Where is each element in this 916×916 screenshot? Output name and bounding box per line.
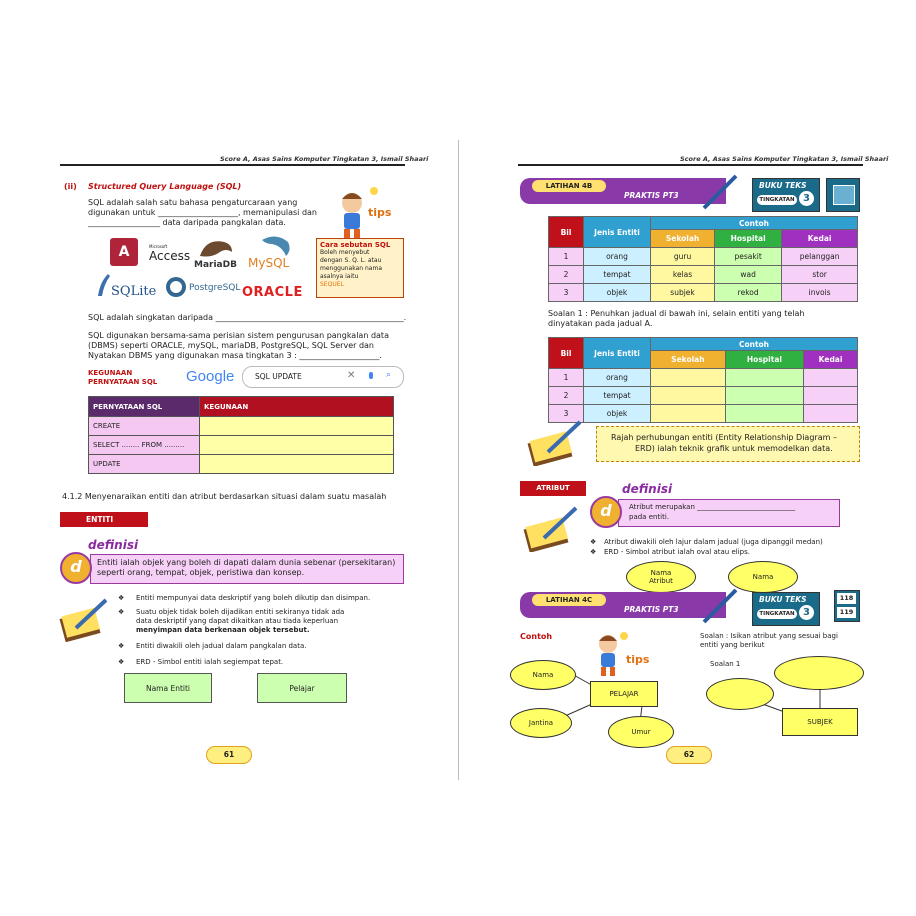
attribute-oval: Umur [608, 716, 674, 748]
microphone-icon[interactable] [369, 372, 373, 379]
table-row [549, 266, 858, 284]
table-cell: UPDATE [89, 455, 200, 474]
table-header: Bil [549, 338, 584, 369]
table-cell: tempat [584, 266, 651, 284]
page-ref-119: 119 [837, 607, 856, 618]
soalan-line-2: entiti yang berikut [700, 641, 765, 649]
kegunaan-label-2: PERNYATAAN SQL [88, 378, 158, 386]
google-search-bar[interactable] [242, 366, 404, 388]
praktis-pt3-label: PRAKTIS PT3 [624, 605, 679, 614]
answer-cell[interactable] [651, 405, 726, 423]
table-cell: invois [782, 284, 858, 302]
contoh-label: Contoh [520, 632, 553, 641]
table-row [549, 387, 858, 405]
oval-text: Atribut [649, 577, 673, 585]
table-cell: SELECT ........ FROM ......... [89, 436, 200, 455]
callout-line-4: asalnya iaitu [320, 273, 359, 280]
table-cell: subjek [651, 284, 715, 302]
latihan-4b-label: LATIHAN 4B [532, 180, 606, 192]
definition-box [90, 554, 404, 584]
erd-line-2: ERD) ialah teknik grafik untuk memodelkan data. [635, 444, 833, 453]
pen-icon [700, 586, 740, 626]
bullet-icon: ❖ [590, 538, 597, 546]
attribute-oval: Nama [510, 660, 576, 690]
answer-cell[interactable] [804, 405, 858, 423]
answer-cell[interactable] [200, 417, 394, 436]
callout-title: Cara sebutan SQL [320, 241, 391, 249]
header-rule [60, 164, 405, 166]
buku-teks-badge [752, 178, 820, 212]
atribut-banner: ATRIBUT [520, 481, 586, 496]
callout-line-5: SEQUEL [320, 281, 344, 288]
table-row [89, 436, 394, 455]
bullet-item: Entiti diwakili oleh jadual dalam pangkalan data. [136, 642, 307, 650]
attribute-oval [626, 561, 696, 593]
topic-line: 4.1.2 Menyenaraikan entiti dan atribut berdasarkan situasi dalam suatu masalah [62, 492, 387, 501]
table-cell: objek [584, 405, 651, 423]
dbms-line-2: (DBMS) seperti ORACLE, mySQL, mariaDB, PostgreSQL, SQL Server dan [88, 341, 375, 350]
definisi-d-icon: d [60, 552, 92, 584]
praktis-pt3-label: PRAKTIS PT3 [624, 191, 679, 200]
tingkatan-number: 3 [799, 191, 814, 206]
attribute-def-line-1: Atribut merupakan ____________________________ [629, 503, 796, 511]
attribute-oval-blank[interactable] [706, 678, 774, 710]
table-cell: objek [584, 284, 651, 302]
table-cell: 2 [549, 266, 584, 284]
table-header: Hospital [725, 351, 803, 369]
search-icon[interactable]: ⌕ [386, 370, 392, 380]
table-cell: pelanggan [782, 248, 858, 266]
attribute-def-line-2: pada entiti. [629, 513, 670, 521]
table-header: KEGUNAAN [200, 397, 394, 417]
latihan-4b-banner [520, 178, 726, 204]
attribute-oval-blank[interactable] [774, 656, 864, 690]
page-divider [458, 140, 459, 780]
access-logo-icon: A [110, 238, 138, 266]
kegunaan-label-1: KEGUNAAN [88, 369, 133, 377]
buku-teks-badge [752, 592, 820, 626]
buku-teks-label: BUKU TEKS [759, 181, 807, 190]
postgres-elephant-icon [164, 276, 188, 300]
latihan-4c-banner [520, 592, 726, 618]
table-header: Jenis Entiti [584, 338, 651, 369]
answer-cell[interactable] [804, 369, 858, 387]
intro-line-2: digunakan untuk ____________________, memanipulasi dan [88, 208, 317, 217]
table-header: Jenis Entiti [584, 217, 651, 248]
callout-line-2: dengan S. Q. L. atau [320, 257, 382, 264]
definisi-d-icon: d [590, 496, 622, 528]
answer-cell[interactable] [200, 455, 394, 474]
answer-cell[interactable] [200, 436, 394, 455]
table-cell: 1 [549, 248, 584, 266]
table-header: Sekolah [651, 351, 726, 369]
access-logo-text: Access [149, 249, 191, 263]
section-title: Structured Query Language (SQL) [88, 182, 242, 191]
intro-line-1: SQL adalah salah satu bahasa pengaturcaraan yang [88, 198, 298, 207]
table-row [89, 455, 394, 474]
tingkatan-label: TINGKATAN [757, 609, 797, 619]
oracle-logo-text: ORACLE [242, 285, 303, 300]
mysql-logo-text: MySQL [248, 256, 290, 270]
page-ref-118: 118 [837, 593, 856, 604]
section-number: (ii) [64, 182, 77, 191]
answer-cell[interactable] [725, 369, 803, 387]
table-cell: 3 [549, 284, 584, 302]
table-cell: guru [651, 248, 715, 266]
entiti-banner: ENTITI [60, 512, 148, 527]
page-number: 61 [206, 746, 252, 764]
attribute-bullet-2: ERD - Simbol atribut ialah oval atau elips. [604, 548, 750, 556]
sql-statement-table [88, 396, 394, 474]
table-header: Sekolah [651, 230, 715, 248]
table-row [549, 369, 858, 387]
answer-cell[interactable] [651, 387, 726, 405]
oval-text: Nama [650, 569, 672, 577]
attribute-oval: Jantina [510, 708, 572, 738]
bullet-item: Suatu objek tidak boleh dijadikan entiti sekiranya tidak ada [136, 608, 345, 616]
notebook-pen-icon [524, 420, 586, 466]
soalan-1-label: Soalan 1 [710, 660, 741, 668]
answer-cell[interactable] [725, 387, 803, 405]
table-header: Hospital [715, 230, 782, 248]
table-cell: orang [584, 369, 651, 387]
bullet-icon: ❖ [118, 658, 125, 666]
bullet-icon: ❖ [590, 548, 597, 556]
table-cell: stor [782, 266, 858, 284]
table-cell: 1 [549, 369, 584, 387]
tingkatan-number: 3 [799, 605, 814, 620]
erd-line-1: Rajah perhubungan entiti (Entity Relationship Diagram – [611, 433, 837, 442]
tips-label: tips [368, 206, 392, 219]
mysql-dolphin-icon [258, 232, 294, 258]
answer-cell[interactable] [804, 387, 858, 405]
definisi-heading: definisi [622, 482, 673, 496]
table-row [549, 405, 858, 423]
table-header: PERNYATAAN SQL [89, 397, 200, 417]
entity-example-table [548, 216, 858, 302]
notebook-pen-icon [58, 598, 110, 642]
page-number: 62 [666, 746, 712, 764]
definition-line-1: Entiti ialah objek yang boleh di dapati dalam dunia sebenar (persekitaran) [97, 558, 396, 567]
notebook-pen-icon [520, 506, 582, 552]
bullet-icon: ❖ [118, 608, 125, 616]
mariadb-logo-text: MariaDB [194, 260, 237, 270]
table-header: Kedai [804, 351, 858, 369]
table-cell: 2 [549, 387, 584, 405]
table-header: Kedai [782, 230, 858, 248]
soalan-1-line-1: Soalan 1 : Penuhkan jadual di bawah ini, selain entiti yang telah [548, 309, 805, 318]
pen-icon [700, 172, 740, 212]
tingkatan-label: TINGKATAN [757, 195, 797, 205]
entity-box: PELAJAR [590, 681, 658, 707]
entity-exercise-table [548, 337, 858, 423]
attribute-definition-box [618, 499, 840, 527]
attribute-oval: Nama [728, 561, 798, 593]
callout-line-1: Boleh menyebut [320, 249, 370, 256]
access-logo-small: Microsoft [149, 244, 168, 249]
table-cell: wad [715, 266, 782, 284]
header-left: Score A, Asas Sains Komputer Tingkatan 3, Ismail Shaari [220, 155, 429, 163]
bullet-item: ERD - Simbol entiti ialah segiempat tepat. [136, 658, 284, 666]
erd-info-box [596, 426, 860, 462]
table-cell: 3 [549, 405, 584, 423]
intro-line-3: __________________ data daripada pangkalan data. [88, 218, 286, 227]
definisi-heading: definisi [88, 538, 139, 552]
bullet-item: Entiti mempunyai data deskriptif yang boleh dikutip dan disimpan. [136, 594, 371, 602]
clear-icon[interactable]: ✕ [347, 370, 356, 381]
attribute-bullet-1: Atribut diwakili oleh lajur dalam jadual (juga dipanggil medan) [604, 538, 823, 546]
latihan-4c-label: LATIHAN 4C [532, 594, 606, 606]
bullet-icon: ❖ [118, 642, 125, 650]
dbms-line-3: Nyatakan DBMS yang digunakan masa tingkatan 3 : ____________________. [88, 351, 382, 360]
entity-box: SUBJEK [782, 708, 858, 736]
bullet-icon: ❖ [118, 594, 125, 602]
bullet-item: data deskriptif yang dapat dikaitkan atau tiada keperluan [136, 617, 339, 625]
table-header: Contoh [651, 338, 858, 351]
table-cell: pesakit [715, 248, 782, 266]
entity-box: Pelajar [257, 673, 347, 703]
sqlite-feather-icon [92, 272, 112, 298]
dbms-line-1: SQL digunakan bersama-sama perisian sistem pengurusan pangkalan data [88, 331, 389, 340]
sql-pronunciation-callout [316, 238, 404, 298]
soalan-1-line-2: dinyatakan pada jadual A. [548, 319, 653, 328]
page-ref-badge [834, 590, 860, 622]
bullet-item: menyimpan data berkenaan objek tersebut. [136, 626, 310, 634]
search-input[interactable]: SQL UPDATE [255, 372, 302, 381]
entity-box: Nama Entiti [124, 673, 212, 703]
answer-cell[interactable] [725, 405, 803, 423]
table-cell: tempat [584, 387, 651, 405]
mariadb-seal-icon [196, 236, 236, 260]
table-row [549, 284, 858, 302]
definition-line-2: seperti orang, tempat, objek, peristiwa dan konsep. [97, 568, 305, 577]
header-right: Score A, Asas Sains Komputer Tingkatan 3, Ismail Shaari [680, 155, 889, 163]
table-cell: CREATE [89, 417, 200, 436]
postgres-logo-text: PostgreSQL [189, 283, 241, 293]
callout-line-3: menggunakan nama [320, 265, 382, 272]
header-rule [518, 164, 863, 166]
textbook-icon [826, 178, 860, 212]
soalan-line-1: Soalan : Isikan atribut yang sesuai bagi [700, 632, 838, 640]
sqlite-logo-text: SQLite [111, 284, 157, 299]
table-header: Bil [549, 217, 584, 248]
table-cell: kelas [651, 266, 715, 284]
table-row [89, 417, 394, 436]
sql-short-line: SQL adalah singkatan daripada _______________________________________________. [88, 313, 407, 322]
table-header: Contoh [651, 217, 858, 230]
tips-label: tips [626, 653, 650, 666]
google-logo: Google [186, 368, 235, 385]
buku-teks-label: BUKU TEKS [759, 595, 807, 604]
table-row [549, 248, 858, 266]
answer-cell[interactable] [651, 369, 726, 387]
table-cell: orang [584, 248, 651, 266]
table-cell: rekod [715, 284, 782, 302]
